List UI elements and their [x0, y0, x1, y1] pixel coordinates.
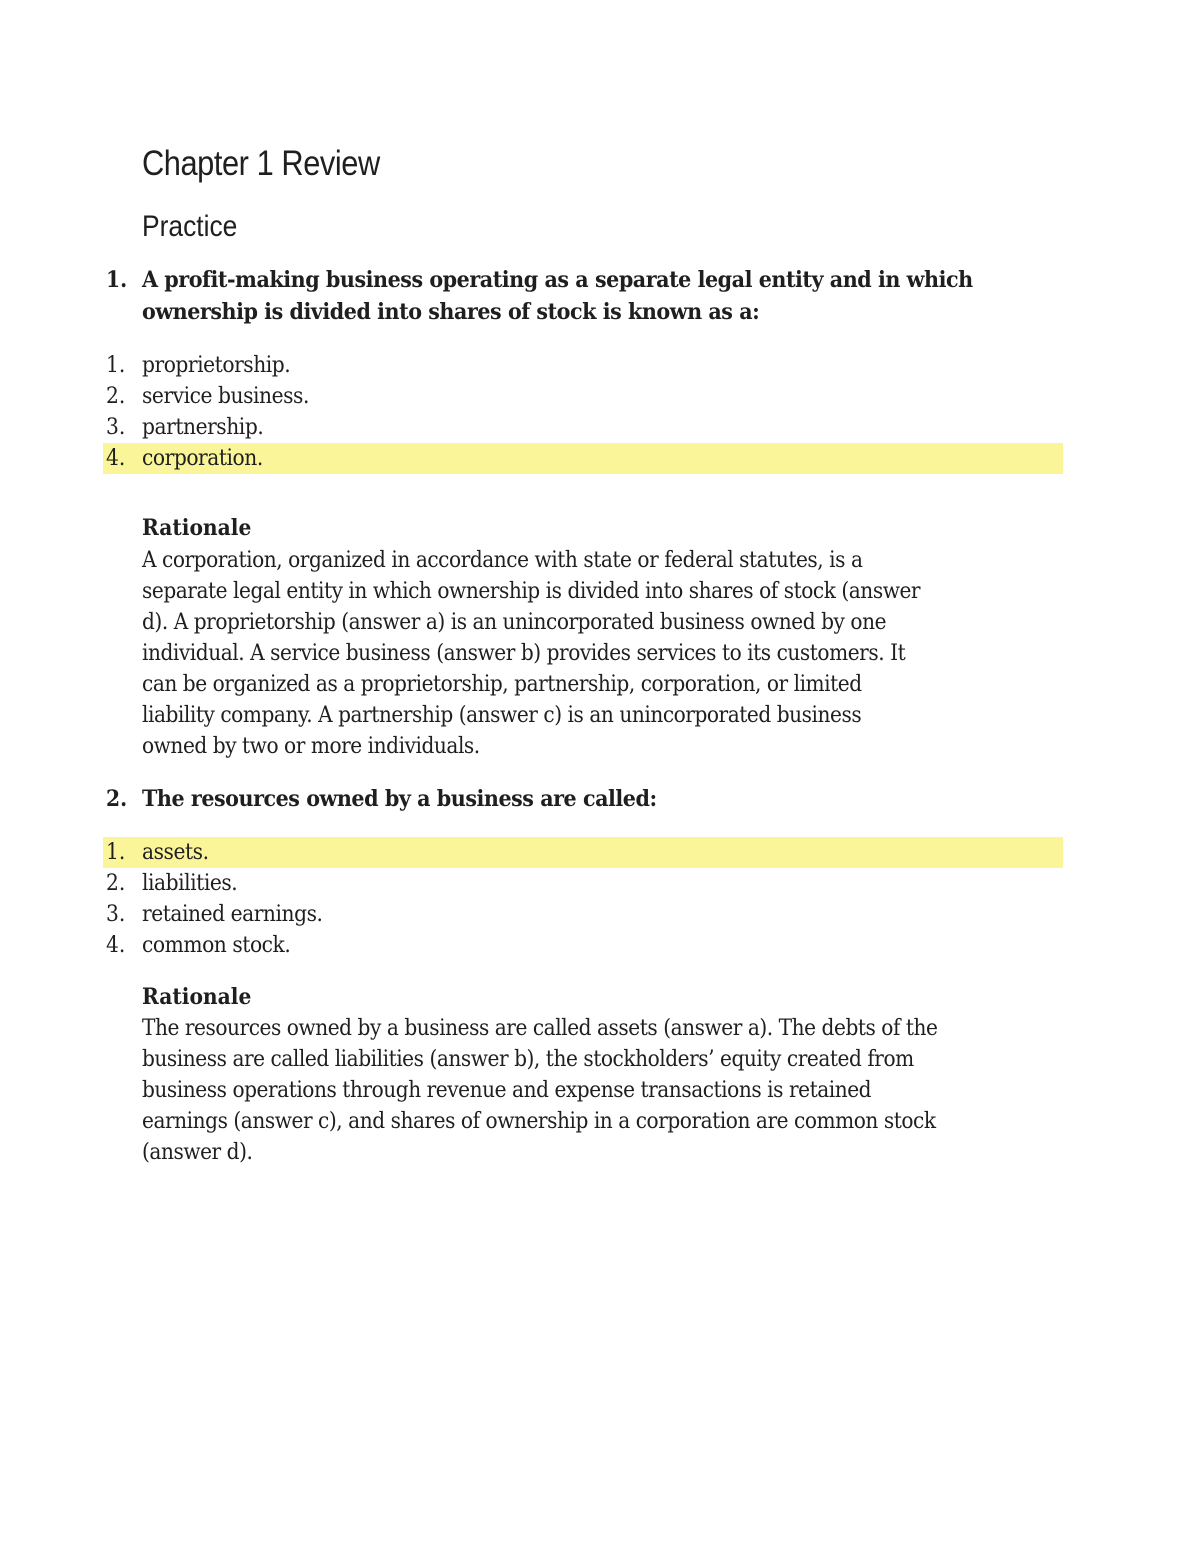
option-label: partnership.: [142, 415, 264, 440]
rationale-heading: Rationale: [142, 984, 252, 1010]
answer-option-c: [103, 899, 1063, 930]
question-number: 2.: [106, 786, 128, 812]
rationale-line: individual. A service business (answer b) provides services to its customers. It: [142, 641, 906, 666]
option-number: 4.: [106, 933, 126, 958]
option-label: common stock.: [142, 933, 291, 958]
rationale-line: separate legal entity in which ownership is divided into shares of stock (answer: [142, 579, 921, 604]
question-text-line: A profit-making business operating as a separate legal entity and in which: [142, 267, 973, 293]
question-number: 1.: [106, 267, 128, 293]
rationale-line: d). A proprietorship (answer a) is an unincorporated business owned by one: [142, 610, 887, 635]
option-label: service business.: [142, 384, 309, 409]
option-number: 3.: [106, 415, 126, 440]
rationale-line: owned by two or more individuals.: [142, 734, 480, 759]
rationale-line: The resources owned by a business are called assets (answer a). The debts of the: [142, 1016, 938, 1041]
page-title: Chapter 1 Review: [142, 144, 380, 183]
question-text-line: ownership is divided into shares of stock is known as a:: [142, 298, 760, 325]
answer-option-b: [103, 381, 1063, 412]
rationale-line: A corporation, organized in accordance with state or federal statutes, is a: [142, 548, 863, 573]
option-label: assets.: [142, 840, 209, 865]
option-label: corporation.: [142, 446, 263, 471]
option-number: 1.: [106, 840, 126, 865]
option-label: liabilities.: [142, 871, 238, 896]
option-number: 1.: [106, 353, 126, 378]
option-number: 3.: [106, 902, 126, 927]
rationale-line: earnings (answer c), and shares of ownership in a corporation are common stock: [142, 1109, 936, 1134]
rationale-line: liability company. A partnership (answer c) is an unincorporated business: [142, 703, 862, 728]
rationale-line: business are called liabilities (answer b), the stockholders’ equity created from: [142, 1047, 914, 1072]
option-number: 4.: [106, 446, 126, 471]
rationale-heading: Rationale: [142, 515, 252, 541]
option-label: retained earnings.: [142, 902, 323, 927]
question-text-line: The resources owned by a business are called:: [142, 786, 657, 812]
answer-option-b: [103, 868, 1063, 899]
question-text: [142, 784, 1026, 816]
option-number: 2.: [106, 384, 126, 409]
answer-option-d-highlighted: [103, 443, 1063, 474]
answer-option-d: [103, 930, 1063, 961]
answer-option-c: [103, 412, 1063, 443]
option-number: 2.: [106, 871, 126, 896]
answer-option-a-highlighted: [103, 837, 1063, 868]
question-text: [142, 265, 1026, 328]
answer-option-a: [103, 350, 1063, 381]
option-label: proprietorship.: [142, 353, 291, 378]
section-subtitle: Practice: [142, 210, 238, 243]
rationale-line: can be organized as a proprietorship, partnership, corporation, or limited: [142, 672, 862, 697]
rationale-line: business operations through revenue and expense transactions is retained: [142, 1078, 872, 1103]
rationale-line: (answer d).: [142, 1140, 253, 1165]
